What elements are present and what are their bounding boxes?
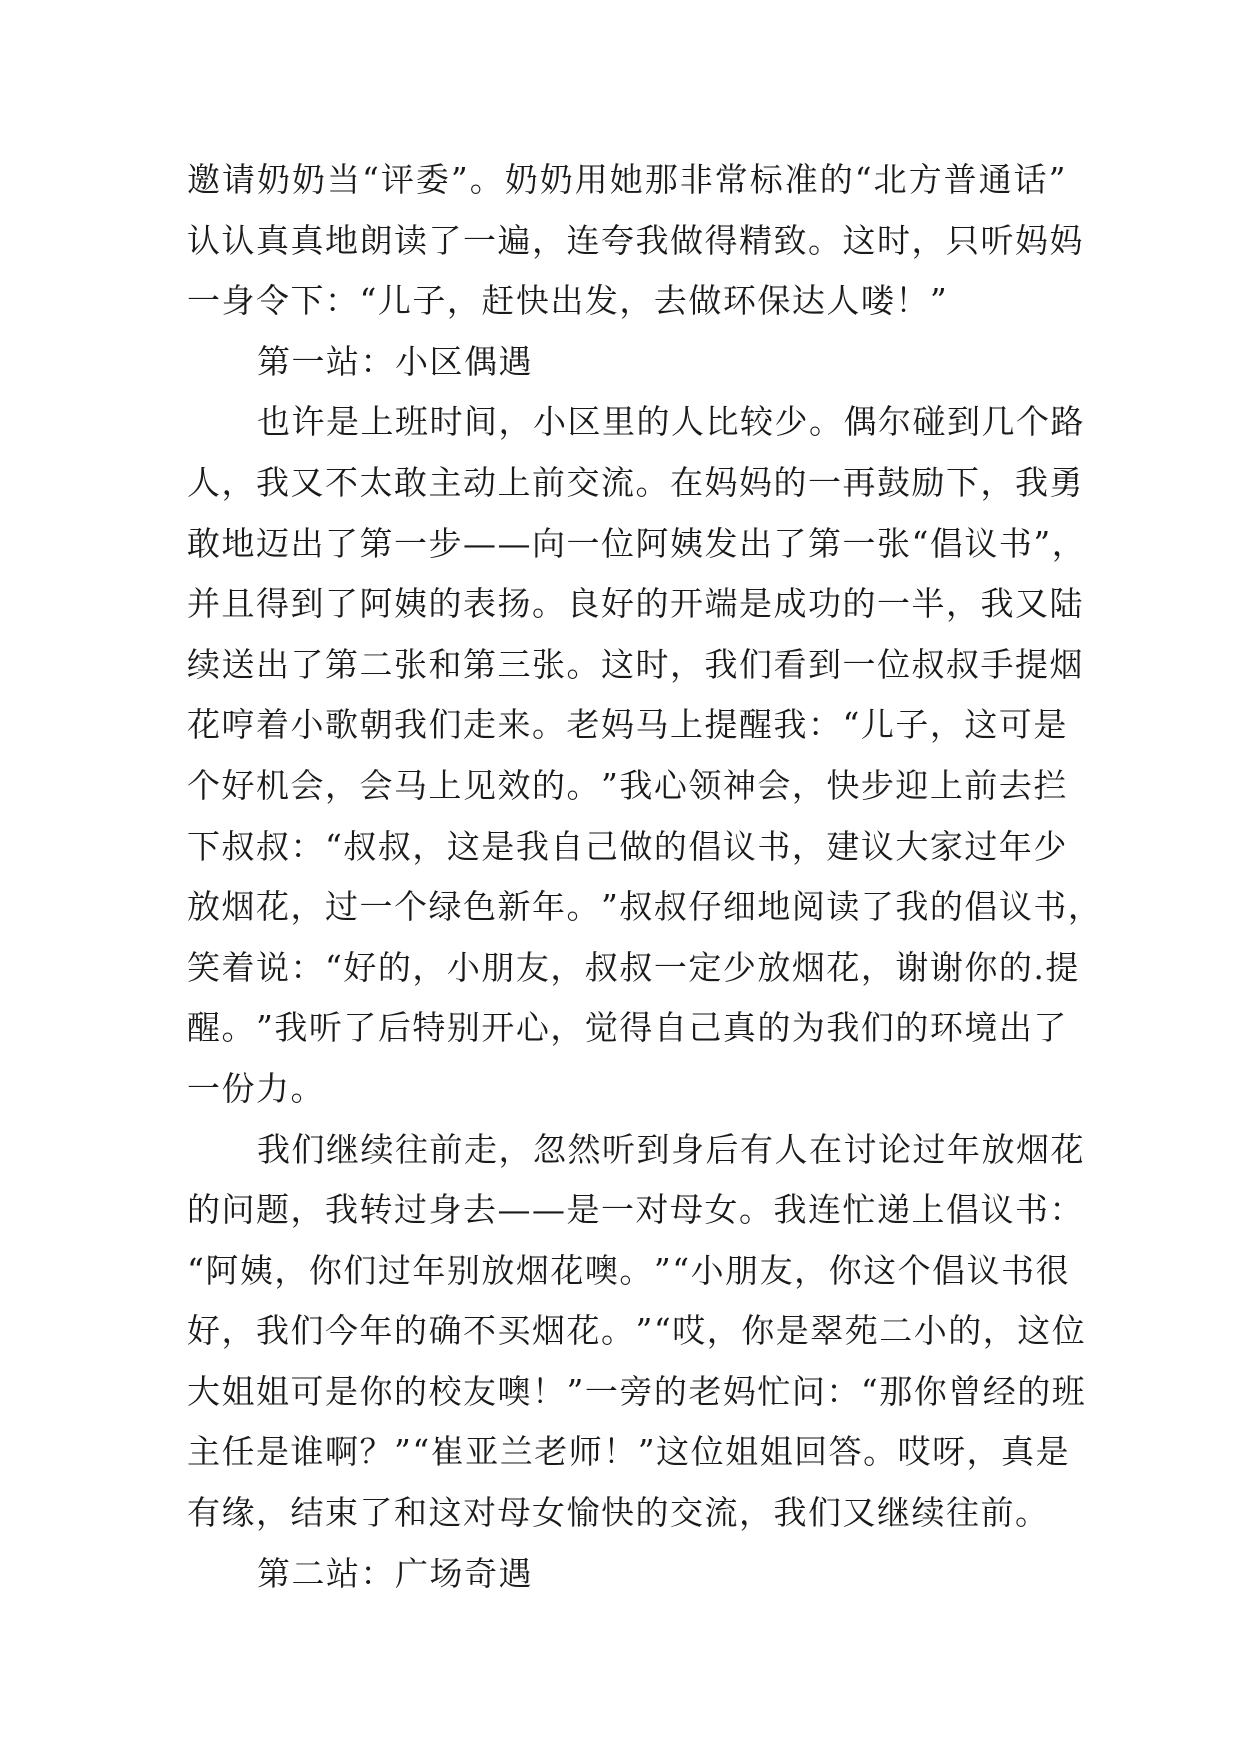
document-page	[187, 150, 1103, 1604]
text-line: 认 认 真 真 地 朗 读 了 一 遍 ， 连 夸 我 做 得 精 致 。 这 时 ， 只 听 妈 妈	[187, 220, 1084, 260]
text-line: 主 任 是 谁 啊 ？ ” “ 崔 亚 兰 老 师 ！ ” 这 位 姐 姐 回 答 。 哎 呀 ， 真 是	[187, 1432, 1071, 1472]
text-line: 人 ， 我 又 不 太 敢 主 动 上 前 交 流 。 在 妈 妈 的 一 再 鼓 励 下 ， 我 勇	[187, 462, 1084, 502]
text-line: 一份力。	[187, 1068, 325, 1108]
text-line: 个 好 机 会 ， 会 马 上 见 效 的 。 ” 我 心 领 神 会 ， 快 步 迎 上 前 去 拦	[187, 765, 1068, 805]
text-line: 好 ， 我 们 今 年 的 确 不 买 烟 花 。 ” “ 哎 ， 你 是 翠 苑 二 小 的 ， 这 位	[187, 1311, 1087, 1351]
text-line: 笑 着 说 ： “ 好 的 ， 小 朋 友 ， 叔 叔 一 定 少 放 烟 花 ， 谢 谢 你 的 . 提	[187, 947, 1080, 987]
text-line: “ 阿 姨 ， 你 们 过 年 别 放 烟 花 噢 。 ” “ 小 朋 友 ， 你 这 个 倡 议 书 很	[187, 1250, 1071, 1290]
text-line: 一身令下：“儿子，赶快出发，去做环保达人喽！”	[187, 281, 949, 321]
text-line: 并 且 得 到 了 阿 姨 的 表 扬 。 良 好 的 开 端 是 成 功 的 一 半 ， 我 又 陆	[187, 584, 1084, 624]
text-line: 大 姐 姐 可 是 你 的 校 友 噢 ！ ” 一 旁 的 老 妈 忙 问 ： “ 那 你 曾 经 的 班	[187, 1371, 1087, 1411]
text-line: 有缘，结束了和这对母女愉快的交流，我们又继续往前。	[187, 1493, 1050, 1533]
text-line: 也 许 是 上 班 时 间 ， 小 区 里 的 人 比 较 少 。 偶 尔 碰 到 几 个 路	[257, 402, 1085, 442]
text-line: 续 送 出 了 第 二 张 和 第 三 张 。 这 时 ， 我 们 看 到 一 位 叔 叔 手 提 烟	[187, 644, 1084, 684]
text-line: 敢 地 迈 出 了 第 一 步 — — 向 一 位 阿 姨 发 出 了 第 一 张 “ 倡 议 书 ” ，	[187, 523, 1087, 563]
text-line: 花 哼 着 小 歌 朝 我 们 走 来 。 老 妈 马 上 提 醒 我 ： “ 儿 子 ， 这 可 是	[187, 705, 1068, 745]
text-line: 醒 。 ” 我 听 了 后 特 别 开 心 ， 觉 得 自 己 真 的 为 我 们 的 环 境 出 了	[187, 1008, 1068, 1048]
text-line: 的 问 题 ， 我 转 过 身 去 — — 是 一 对 母 女 。 我 连 忙 递 上 倡 议 书 ：	[187, 1190, 1084, 1230]
text-line: 邀 请 奶 奶 当 “ 评 委 ” 。 奶 奶 用 她 那 非 常 标 准 的 “ 北 方 普 通 话 ”	[187, 160, 1067, 199]
text-line: 放 烟 花 ， 过 一 个 绿 色 新 年 。 ” 叔 叔 仔 细 地 阅 读 了 我 的 倡 议 书 ，	[187, 887, 1103, 927]
text-line: 下 叔 叔 ： “ 叔 叔 ， 这 是 我 自 己 做 的 倡 议 书 ， 建 议 大 家 过 年 少	[187, 826, 1068, 866]
text-line: 我 们 继 续 往 前 走 ， 忽 然 听 到 身 后 有 人 在 讨 论 过 年 放 烟 花	[257, 1129, 1085, 1169]
text-line: 第一站：小区偶遇	[257, 341, 533, 381]
text-line: 第二站：广场奇遇	[257, 1553, 533, 1593]
